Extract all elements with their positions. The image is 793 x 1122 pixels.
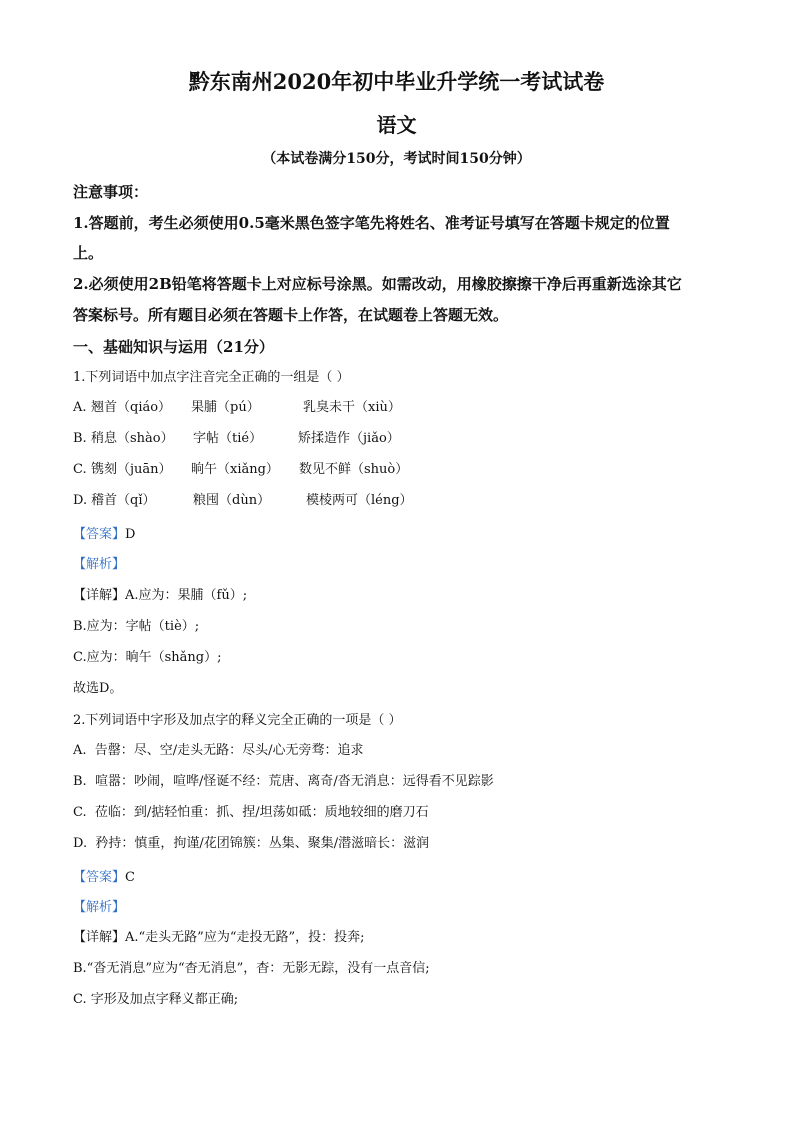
q1-stem: 1.下列词语中加点字注音完全正确的一组是（ ） [73, 370, 350, 385]
q1-option-a-label: A. [73, 400, 87, 415]
q2-option-a-text: 告罄：尽、空/走头无路：尽头/心无旁骛：追求 [94, 743, 364, 758]
q2-option-a-label: A. [73, 743, 87, 758]
q2-option-c [73, 804, 429, 822]
q1-conclusion: 故选D。 [73, 681, 123, 696]
q1-detail-3: C.应为：晌午（shǎng）; [73, 650, 222, 665]
q1-option-c-label: C. [73, 462, 87, 477]
q1-analysis-tag: 【解析】 [73, 557, 126, 572]
q2-stem: 2.下列词语中字形及加点字的释义完全正确的一项是（ ） [73, 713, 402, 728]
q1-option-a-word-2: 果脯（pú） [191, 400, 260, 415]
q1-option-d-word-2: 粮囤（dùn） [193, 493, 271, 508]
q2-analysis-tag: 【解析】 [73, 900, 126, 915]
q1-option-a-word-1: 翘首（qiáo） [91, 400, 172, 415]
exam-title: 黔东南州2020年初中毕业升学统一考试试卷 [188, 69, 605, 94]
q1-option-c-word-2: 晌午（xiǎng） [191, 462, 279, 477]
q1-option-b-label: B. [73, 431, 87, 446]
section-1-heading: 一、基础知识与运用（21分） [73, 338, 274, 356]
q2-option-d-text: 矜持：慎重，拘谨/花团锦簇：丛集、聚集/潜滋暗长：滋润 [95, 836, 430, 851]
q1-answer [73, 526, 135, 544]
notice-item-2-line-2: 答案标号。所有题目必须在答题卡上作答，在试题卷上答题无效。 [73, 306, 509, 324]
q2-detail-2: B.“沓无消息”应为“杳无消息”，杳：无影无踪，没有一点音信; [73, 961, 430, 976]
exam-info: （本试卷满分150分，考试时间150分钟） [262, 151, 531, 167]
q2-option-c-label: C. [73, 805, 87, 820]
q2-option-b-label: B. [73, 774, 87, 789]
q1-option-d-word-3: 模棱两可（léng） [306, 493, 413, 508]
q2-option-d [73, 835, 429, 853]
exam-subject: 语文 [376, 113, 417, 137]
q1-option-c-word-3: 数见不鲜（shuò） [299, 462, 409, 477]
q2-answer-value: C [125, 870, 135, 885]
notice-heading: 注意事项： [73, 183, 149, 201]
q2-option-c-text: 莅临：到/掂轻怕重：抓、捏/坦荡如砥：质地较细的磨刀石 [94, 805, 429, 820]
q1-answer-tag: 【答案】 [73, 527, 126, 542]
q1-option-a-word-3: 乳臭未干（xiù） [303, 400, 401, 415]
notice-item-1-line-2: 上。 [73, 244, 104, 262]
q2-answer-tag: 【答案】 [73, 870, 126, 885]
q1-option-d-label: D. [73, 493, 88, 508]
q2-option-d-label: D. [73, 836, 88, 851]
q1-detail-2: B.应为：字帖（tiè）; [73, 619, 200, 634]
q1-option-b-word-1: 稍息（shào） [91, 431, 174, 446]
q2-option-b-text: 喧嚣：吵闹，喧哗/怪诞不经：荒唐、离奇/沓无消息：远得看不见踪影 [94, 774, 494, 789]
q2-answer [73, 869, 135, 887]
q1-answer-value: D [125, 527, 136, 542]
q2-option-b [73, 773, 494, 791]
q1-option-b-word-2: 字帖（tié） [193, 431, 263, 446]
q2-option-a [73, 742, 364, 760]
q2-detail-3: C. 字形及加点字释义都正确; [73, 992, 239, 1007]
notice-item-2-line-1: 2.必须使用2B铅笔将答题卡上对应标号涂黑。如需改动，用橡胶擦擦干净后再重新选涂其它 [73, 275, 682, 293]
q2-detail-1: 【详解】A.“走头无路”应为“走投无路”，投：投奔; [73, 930, 365, 945]
notice-item-1-line-1: 1.答题前，考生必须使用0.5毫米黑色签字笔先将姓名、准考证号填写在答题卡规定的位置 [73, 214, 670, 232]
q1-detail-1: 【详解】A.应为：果脯（fǔ）; [73, 588, 248, 603]
q1-option-b-word-3: 矫揉造作（jiǎo） [298, 431, 400, 446]
q1-option-c-word-1: 镌刻（juān） [91, 462, 172, 477]
q1-option-d-word-1: 稽首（qǐ） [91, 493, 156, 508]
